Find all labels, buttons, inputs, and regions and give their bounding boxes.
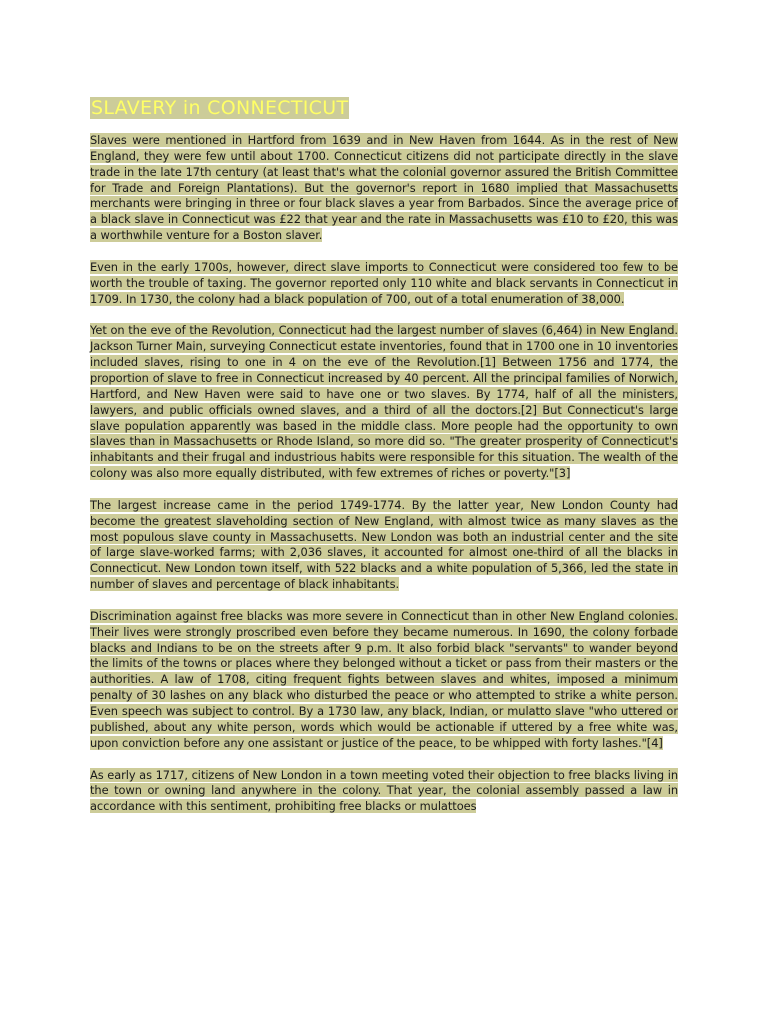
paragraph-text: The largest increase came in the period 1749-1774. By the latter year, New London County had become the greatest slaveholding section of New England, with almost twice as many slaves as the most populous slave county in Massachusetts. New London was both an industrial center and the site of large slave-worked farms; with 2,036 slaves, it accounted for almost one-third of all the blacks in Connecticut. New London town itself, with 522 blacks and a white population of 5,366, led the state in number of slaves and percentage of black inhabitants. <box>90 497 678 592</box>
paragraph-2 <box>90 260 678 308</box>
paragraph-6 <box>90 768 678 816</box>
page-title <box>90 96 678 120</box>
paragraph-4 <box>90 498 678 593</box>
paragraph-text: Yet on the eve of the Revolution, Connecticut had the largest number of slaves (6,464) in New England. Jackson Turner Main, surveying Connecticut estate inventories, found that in 1700 one in 10 inventories included slaves, rising to one in 4 on the eve of the Revolution.[1] Between 1756 and 1774, the proportion of slave to free in Connecticut increased by 40 percent. All the principal families of Norwich, Hartford, and New Haven were said to have one or two slaves. By 1774, half of all the ministers, lawyers, and public officials owned slaves, and a third of all the doctors.[2] But Connecticut's large slave population apparently was based in the middle class. More people had the opportunity to own slaves than in Massachusetts or Rhode Island, so more did so. "The greater prosperity of Connecticut's inhabitants and their frugal and industrious habits were responsible for this situation. The wealth of the colony was also more equally distributed, with few extremes of riches or poverty."[3] <box>90 323 678 481</box>
paragraph-text: Even in the early 1700s, however, direct slave imports to Connecticut were considered too few to be worth the trouble of taxing. The governor reported only 110 white and black servants in Connecticut in 1709. In 1730, the colony had a black population of 700, out of a total enumeration of 38,000. <box>90 259 678 306</box>
paragraph-1 <box>90 133 678 244</box>
paragraph-text: As early as 1717, citizens of New London in a town meeting voted their objection to free blacks living in the town or owning land anywhere in the colony. That year, the colonial assembly passed a law in accordance with this sentiment, prohibiting free blacks or mulattoes <box>90 767 678 814</box>
paragraph-5 <box>90 609 678 752</box>
paragraph-text: Discrimination against free blacks was more severe in Connecticut than in other New England colonies. Their lives were strongly proscribed even before they became numerous. In 1690, the colony forbade blacks and Indians to be on the streets after 9 p.m. It also forbid black "servants" to wander beyond the limits of the towns or places where they belonged without a ticket or pass from their masters or the authorities. A law of 1708, citing frequent fights between slaves and whites, imposed a minimum penalty of 30 lashes on any black who disturbed the peace or who attempted to strike a white person. Even speech was subject to control. By a 1730 law, any black, Indian, or mulatto slave "who uttered or published, about any white person, words which would be actionable if uttered by a free white was, upon conviction before any one assistant or justice of the peace, to be whipped with forty lashes."[4] <box>90 608 678 750</box>
paragraph-3 <box>90 323 678 481</box>
document-page <box>90 96 678 831</box>
page-title-text: SLAVERY in CONNECTICUT <box>91 97 349 119</box>
paragraph-text: Slaves were mentioned in Hartford from 1639 and in New Haven from 1644. As in the rest of New England, they were few until about 1700. Connecticut citizens did not participate directly in the slave trade in the late 17th century (at least that's what the colonial governor assured the British Committee for Trade and Foreign Plantations). But the governor's report in 1680 implied that Massachusetts merchants were bringing in three or four black slaves a year from Barbados. Since the average price of a black slave in Connecticut was £22 that year and the rate in Massachusetts was £10 to £20, this was a worthwhile venture for a Boston slaver. <box>90 133 678 243</box>
